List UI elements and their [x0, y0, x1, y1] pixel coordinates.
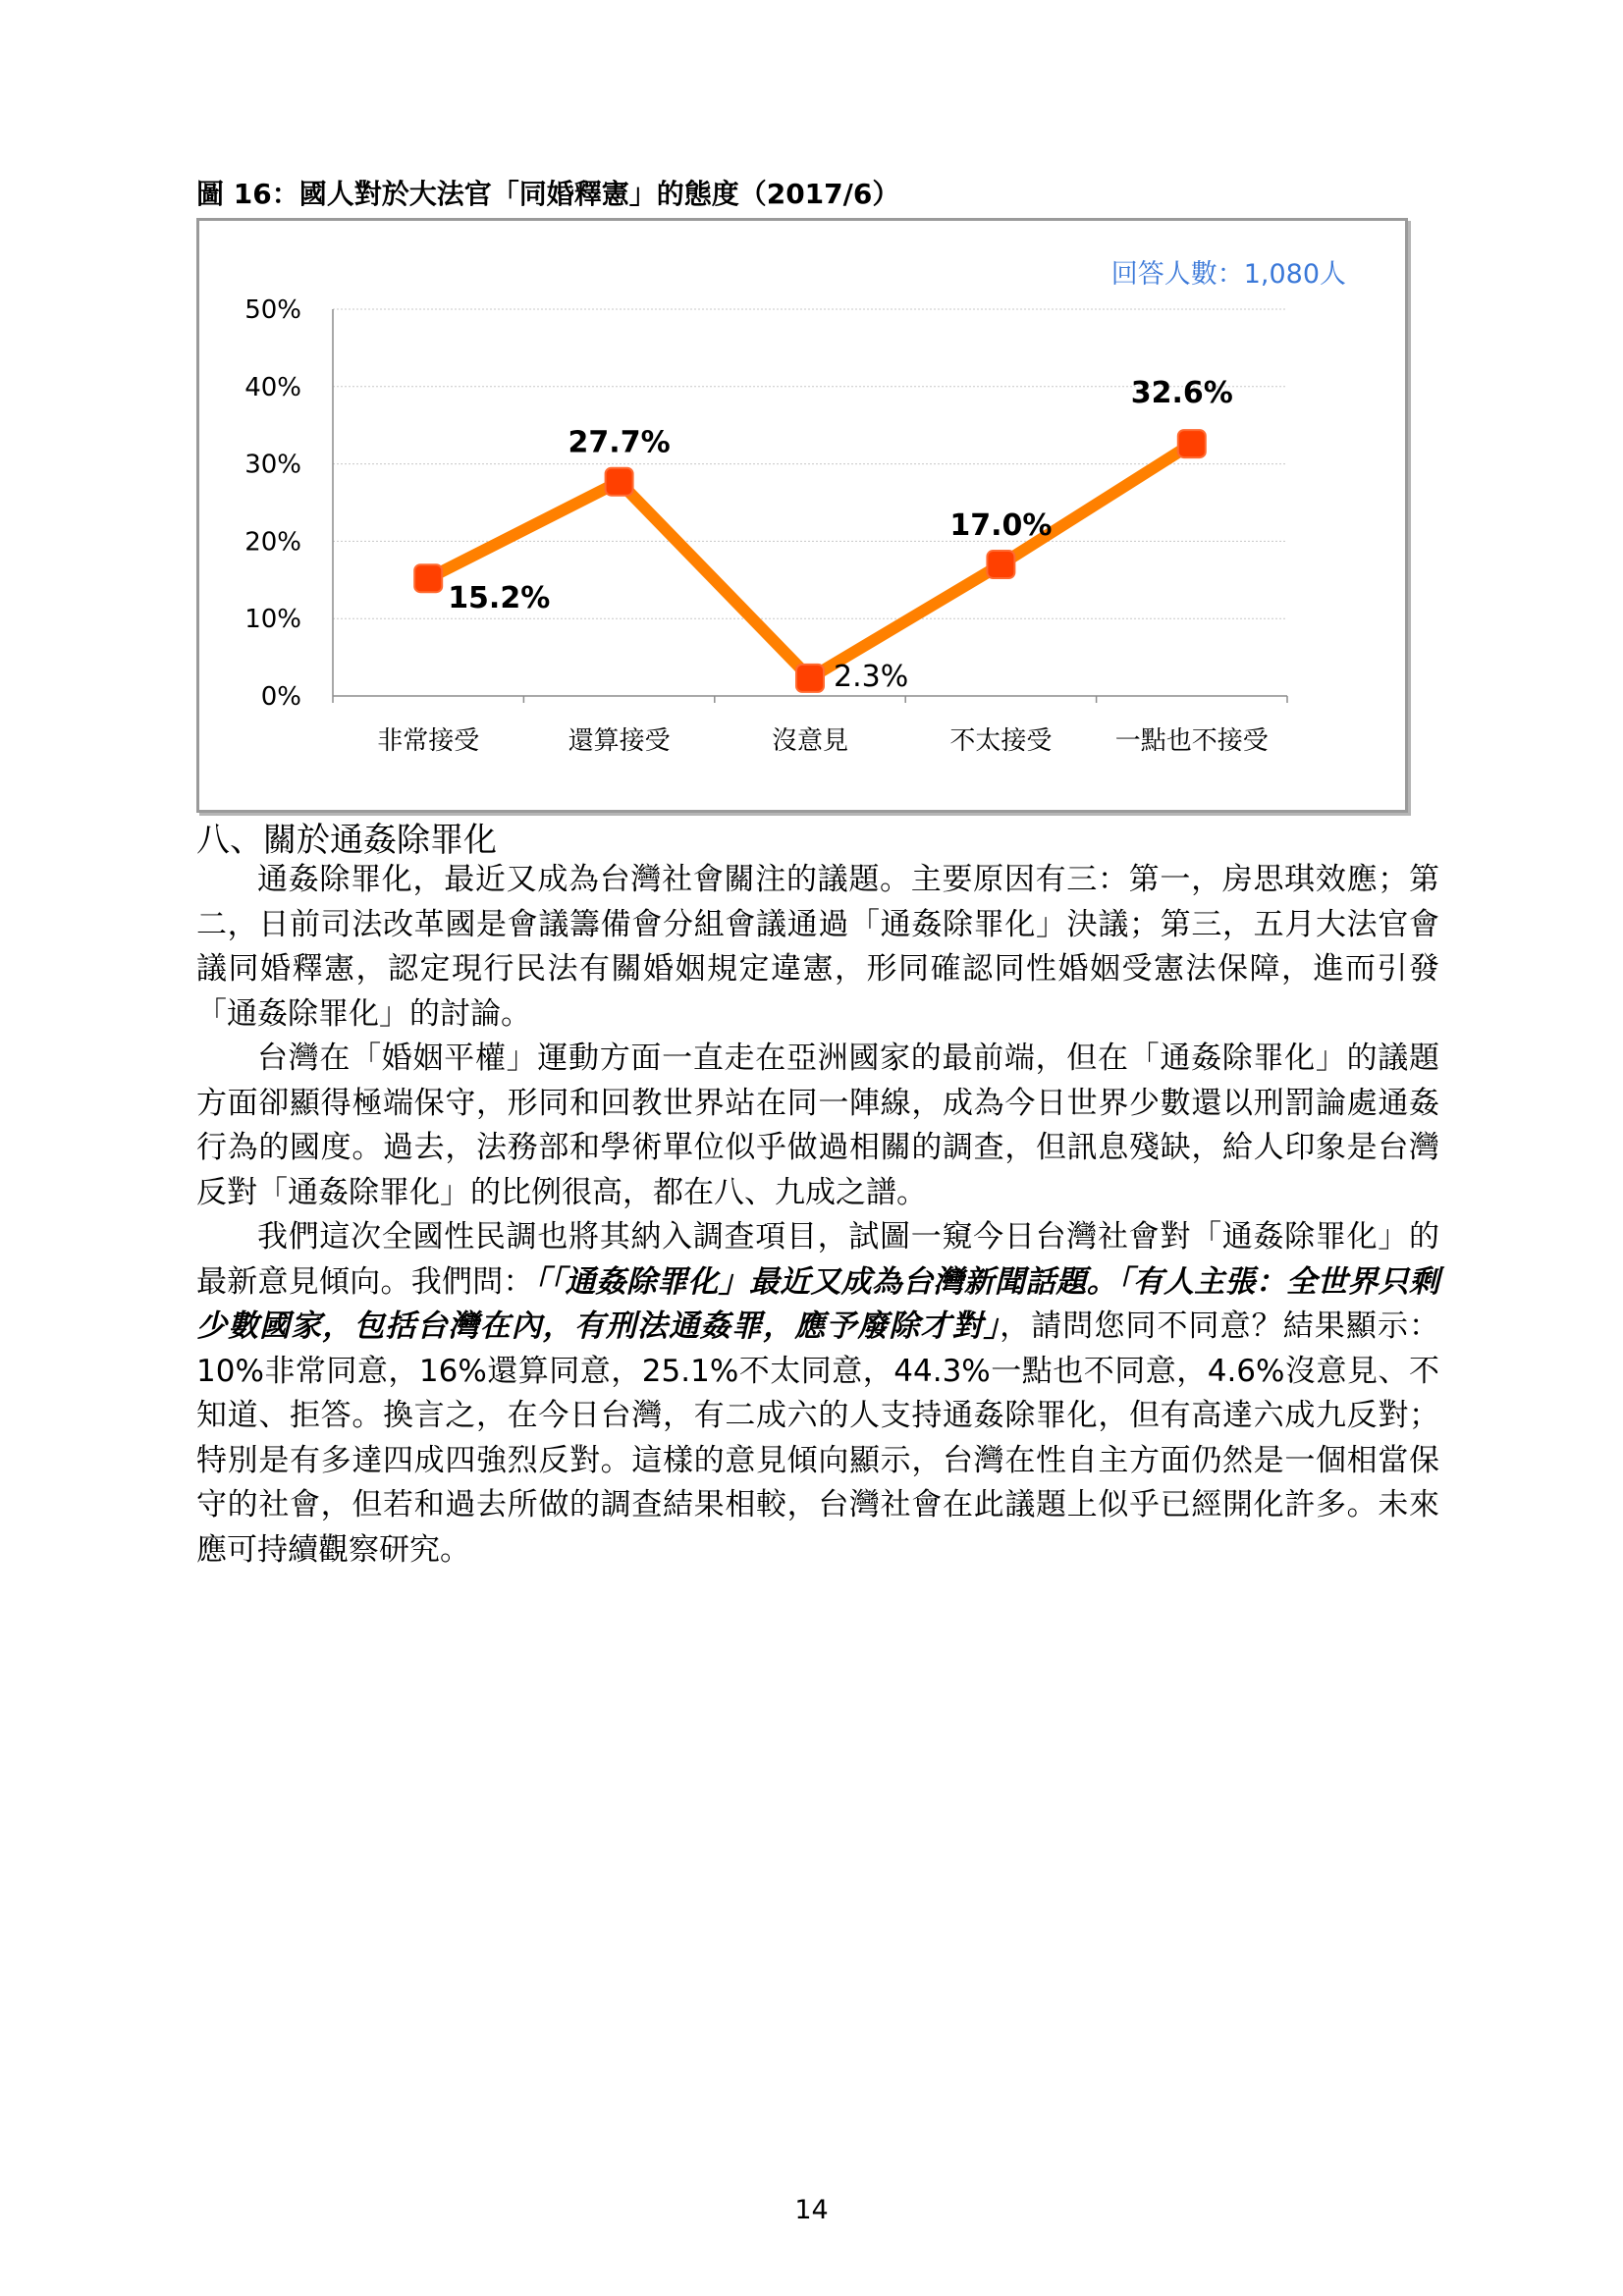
x-category-label: 還算接受 [568, 726, 671, 756]
paragraph-3 [196, 1215, 1439, 1573]
section-heading: 八、關於通姦除罪化 [196, 821, 497, 860]
data-label: 27.7% [568, 425, 671, 460]
respondents-note: 回答人數：1,080人 [1110, 259, 1346, 290]
x-category-label: 沒意見 [771, 726, 849, 756]
survey-question: 「「通姦除罪化」最近又成為台灣新聞話題。「有人主張：全世界只剩少數國家，包括台灣在內，有刑法通姦罪，應予廢除才對」 [196, 1263, 1440, 1344]
paragraph-3-intro: 我們這次全國性民調也將其納入調查項目，試圖一窺今日台灣社會對「通姦除罪化」的最新意見傾向。我們問： [196, 1219, 1439, 1300]
y-tick-label: 50% [244, 295, 301, 325]
data-point-marker [414, 564, 442, 592]
data-point-marker [1178, 430, 1206, 457]
data-point-marker [796, 665, 824, 692]
paragraph-2: 台灣在「婚姻平權」運動方面一直走在亞洲國家的最前端，但在「通姦除罪化」的議題方面卻顯得極端保守，形同和回教世界站在同一陣線，成為今日世界少數還以刑罰論處通姦行為的國度。過去，法務部和學術單位似乎做過相關的調查，但訊息殘缺，給人印象是台灣反對「通姦除罪化」的比例很高，都在八、九成之譜。 [196, 1041, 1439, 1210]
data-point-marker [606, 468, 633, 496]
page-number: 14 [794, 2195, 829, 2225]
y-tick-label: 20% [244, 527, 301, 558]
y-tick-label: 10% [244, 605, 301, 635]
figure-caption: 圖 16：國人對於大法官「同婚釋憲」的態度（2017/6） [196, 178, 900, 210]
paragraph-3-results: ，請問您同不同意？結果顯示：10%非常同意，16%還算同意，25.1%不太同意，44.3%一點也不同意，4.6%沒意見、不知道、拒答。換言之，在今日台灣，有二成六的人支持通姦除罪化，但有高達六成九反對；特別是有多達四成四強烈反對。這樣的意見傾向顯示，台灣在性自主方面仍然是一個相當保守的社會，但若和過去所做的調查結果相較，台灣社會在此議題上似乎已經開化許多。未來應可持續觀察研究。 [196, 1308, 1440, 1568]
data-label: 17.0% [949, 508, 1053, 544]
x-category-label: 不太接受 [949, 726, 1053, 756]
data-label: 15.2% [448, 581, 551, 616]
chart-svg [199, 221, 1405, 810]
y-tick-label: 30% [244, 450, 301, 480]
x-category-label: 非常接受 [377, 726, 480, 756]
line-chart [196, 218, 1408, 813]
body-text [196, 858, 1439, 1573]
y-tick-label: 40% [244, 372, 301, 402]
y-tick-label: 0% [260, 682, 301, 712]
x-category-label: 一點也不接受 [1114, 726, 1269, 756]
data-label: 2.3% [834, 659, 909, 694]
data-point-marker [987, 551, 1014, 578]
series-line [428, 444, 1192, 678]
paragraph-1: 通姦除罪化，最近又成為台灣社會關注的議題。主要原因有三：第一，房思琪效應；第二，日前司法改革國是會議籌備會分組會議通過「通姦除罪化」決議；第三，五月大法官會議同婚釋憲，認定現行民法有關婚姻規定違憲，形同確認同性婚姻受憲法保障，進而引發「通姦除罪化」的討論。 [196, 862, 1439, 1032]
data-label: 32.6% [1130, 376, 1233, 411]
